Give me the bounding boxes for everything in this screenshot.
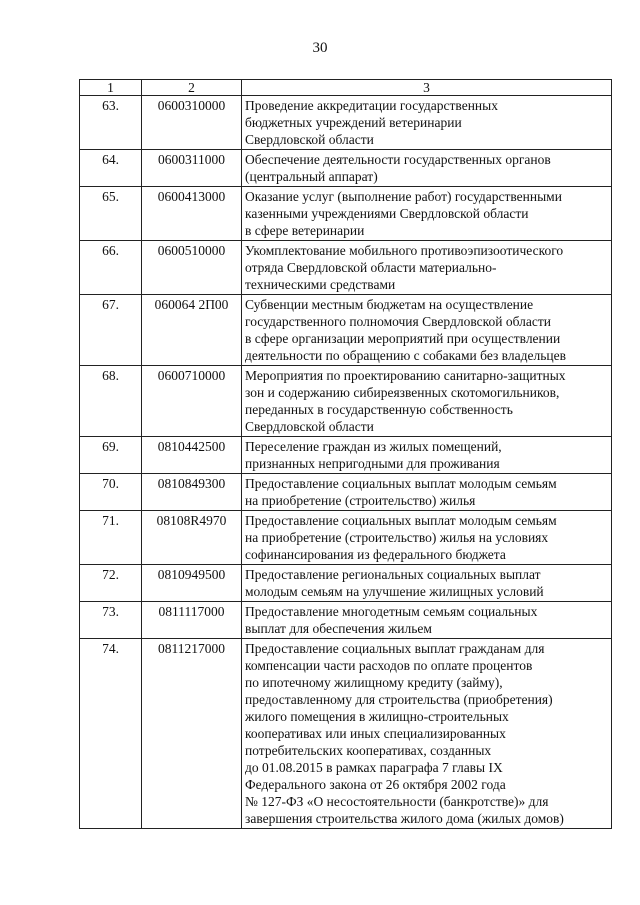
description-cell: Предоставление социальных выплат молодым семьям на приобретение (строительство) жилья — [242, 474, 612, 511]
table-row — [80, 241, 612, 295]
table-row — [80, 565, 612, 602]
row-number-cell: 64. — [80, 150, 142, 187]
description-cell: Оказание услуг (выполнение работ) государственными казенными учреждениями Свердловской области в сфере ветеринарии — [242, 187, 612, 241]
description-cell: Проведение аккредитации государственных бюджетных учреждений ветеринарии Свердловской области — [242, 96, 612, 150]
row-number-cell: 69. — [80, 437, 142, 474]
table-row — [80, 511, 612, 565]
row-number-cell: 68. — [80, 366, 142, 437]
budget-codes-table — [79, 79, 612, 829]
description-cell: Предоставление региональных социальных выплат молодым семьям на улучшение жилищных условий — [242, 565, 612, 602]
description-cell: Мероприятия по проектированию санитарно-защитных зон и содержанию сибиреязвенных скотомогильников, переданных в государственную собственность Свердловской области — [242, 366, 612, 437]
table-row — [80, 187, 612, 241]
description-cell: Предоставление социальных выплат молодым семьям на приобретение (строительство) жилья на условиях софинансирования из федерального бюджета — [242, 511, 612, 565]
row-number-cell: 65. — [80, 187, 142, 241]
code-cell: 0811117000 — [142, 602, 242, 639]
description-cell: Укомплектование мобильного противоэпизоотического отряда Свердловской области материально- техническими средствами — [242, 241, 612, 295]
code-cell: 0600311000 — [142, 150, 242, 187]
code-cell: 0810442500 — [142, 437, 242, 474]
code-cell: 0810849300 — [142, 474, 242, 511]
page-number: 30 — [312, 40, 328, 56]
table-row — [80, 602, 612, 639]
table-body — [80, 96, 612, 829]
row-number-cell: 74. — [80, 639, 142, 829]
code-cell: 060064 2П00 — [142, 295, 242, 366]
description-cell: Предоставление социальных выплат гражданам для компенсации части расходов по оплате процентов по ипотечному жилищному кредиту (займу), предоставленному для строительства (приобретения) жилого помещения в жилищно-строительных кооперативах или иных специализированных потребительских кооперативах, созданных до 01.08.2015 в рамках параграфа 7 главы IX Федерального закона от 26 октября 2002 года № 127-ФЗ «О несостоятельности (банкротстве)» для завершения строительства жилого дома (жилых домов) — [242, 639, 612, 829]
table-row — [80, 150, 612, 187]
row-number-cell: 73. — [80, 602, 142, 639]
row-number-cell: 71. — [80, 511, 142, 565]
table-row — [80, 366, 612, 437]
description-cell: Субвенции местным бюджетам на осуществление государственного полномочия Свердловской области в сфере организации мероприятий при осуществлении деятельности по обращению с собаками без владельцев — [242, 295, 612, 366]
code-cell: 0600310000 — [142, 96, 242, 150]
row-number-cell: 67. — [80, 295, 142, 366]
row-number-cell: 66. — [80, 241, 142, 295]
code-cell: 0600510000 — [142, 241, 242, 295]
header-col-1: 1 — [80, 80, 142, 96]
row-number-cell: 70. — [80, 474, 142, 511]
header-col-2: 2 — [142, 80, 242, 96]
description-cell: Обеспечение деятельности государственных органов (центральный аппарат) — [242, 150, 612, 187]
table-row — [80, 295, 612, 366]
table-header — [80, 80, 612, 96]
code-cell: 0810949500 — [142, 565, 242, 602]
description-cell: Предоставление многодетным семьям социальных выплат для обеспечения жильем — [242, 602, 612, 639]
code-cell: 0600413000 — [142, 187, 242, 241]
description-cell: Переселение граждан из жилых помещений, признанных непригодными для проживания — [242, 437, 612, 474]
code-cell: 0600710000 — [142, 366, 242, 437]
header-row — [80, 80, 612, 96]
row-number-cell: 72. — [80, 565, 142, 602]
table-row — [80, 437, 612, 474]
code-cell: 08108R4970 — [142, 511, 242, 565]
table-row — [80, 639, 612, 829]
code-cell: 0811217000 — [142, 639, 242, 829]
table-row — [80, 474, 612, 511]
row-number-cell: 63. — [80, 96, 142, 150]
table-row — [80, 96, 612, 150]
header-col-3: 3 — [242, 80, 612, 96]
